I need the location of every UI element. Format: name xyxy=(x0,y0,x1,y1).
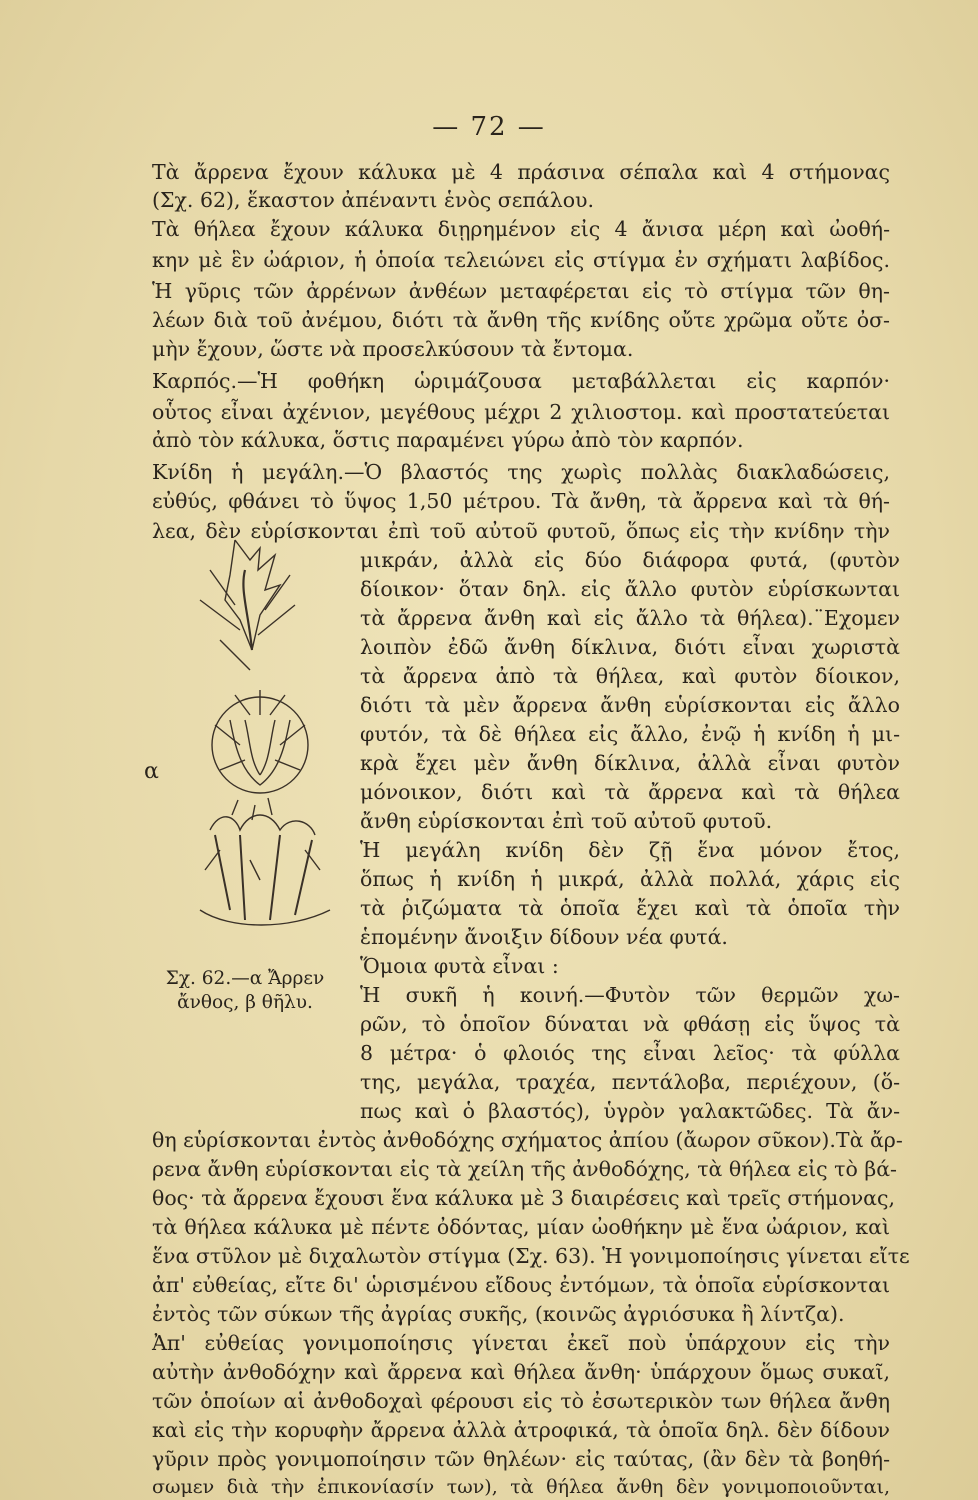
text-line: γῦριν πρὸς γονιμοποίησιν τῶν θηλέων· εἰς ταύτας, (ἂν δὲν τὰ βοηθή- xyxy=(152,1447,890,1471)
text-line: κρὰ ἔχει μὲν ἄνθη δίκλινα, ἀλλὰ εἶναι φυτὸν xyxy=(360,751,900,775)
text-line: της, μεγάλα, τραχέα, πεντάλοβα, περιέχουν, (ὅ- xyxy=(360,1070,900,1094)
text-line: μικράν, ἀλλὰ εἰς δύο διάφορα φυτά, (φυτὸν xyxy=(360,548,900,572)
text-line: μόνοικον, διότι καὶ τὰ ἄρρενα καὶ τὰ θήλεα xyxy=(360,780,900,804)
text-line: κην μὲ ἓν ὠάριον, ἡ ὁποία τελειώνει εἰς στίγμα ἐν σχήματι λαβίδος. xyxy=(152,248,890,272)
figure-label-alpha: α xyxy=(144,759,159,784)
text-line: τὰ θήλεα κάλυκα μὲ πέντε ὀδόντας, μίαν ὠοθήκην μὲ ἕνα ὠάριον, καὶ xyxy=(152,1215,890,1239)
text-line: Κνίδη ἡ μεγάλη.—Ὁ βλαστός της χωρὶς πολλὰς διακλαδώσεις, xyxy=(152,460,890,484)
text-line: Ἡ γῦρις τῶν ἀρρένων ἀνθέων μεταφέρεται εἰς τὸ στίγμα τῶν θη- xyxy=(152,279,890,303)
text-line: τὰ ἄρρενα ἄνθη καὶ εἰς ἄλλο τὰ θήλεα).¨Εχομεν xyxy=(360,606,900,630)
page-number: — 72 — xyxy=(432,112,546,142)
text-line: ἀπ' εὐθείας, εἴτε δι' ὡρισμένου εἴδους ἐντόμων, τὰ ὁποῖα εὑρίσκονται xyxy=(152,1273,890,1297)
text-line: ἐντὸς τῶν σύκων τῆς ἀγρίας συκῆς, (κοινῶς ἀγριόσυκα ἢ λίντζα). xyxy=(152,1302,845,1326)
text-line: θος· τὰ ἄρρενα ἔχουσι ἕνα κάλυκα μὲ 3 διαιρέσεις καὶ τρεῖς στήμονας, xyxy=(152,1186,895,1210)
text-line: μὴν ἔχουν, ὥστε νὰ προσελκύσουν τὰ ἔντομα. xyxy=(152,337,634,361)
text-line: τῶν ὁποίων αἱ ἀνθοδοχαὶ φέρουσι εἰς τὸ ἐσωτερικὸν των θήλεα ἄνθη xyxy=(152,1389,890,1413)
text-line: σωμεν διὰ τὴν ἐπικονίασίν των), τὰ θήλεα ἄνθη δὲν γονιμοποιοῦνται, xyxy=(152,1476,890,1498)
text-line: Τὰ ἄρρενα ἔχουν κάλυκα μὲ 4 πράσινα σέπαλα καὶ 4 στήμονας xyxy=(152,160,890,184)
text-line: (Σχ. 62), ἕκαστον ἀπέναντι ἑνὸς σεπάλου. xyxy=(152,188,595,212)
text-line: διότι τὰ μὲν ἄρρενα ἄνθη εὑρίσκονται εἰς ἄλλο xyxy=(360,693,900,717)
text-line: ρῶν, τὸ ὁποῖον δύναται νὰ φθάσῃ εἰς ὕψος τὰ xyxy=(360,1012,900,1036)
text-line: δίοικον· ὅταν δηλ. εἰς ἄλλο φυτὸν εὑρίσκωνται xyxy=(360,577,900,601)
text-line: πως καὶ ὁ βλαστός), ὑγρὸν γαλακτῶδες. Τὰ ἄν- xyxy=(360,1099,900,1123)
text-line: ἕνα στῦλον μὲ διχαλωτὸν στίγμα (Σχ. 63). Ἡ γονιμοποίησις γίνεται εἴτε xyxy=(152,1244,910,1268)
text-line: τὰ ῥιζώματα τὰ ὁποῖα ἔχει καὶ τὰ ὁποῖα τὴν xyxy=(360,896,900,920)
text-line: λοιπὸν ἐδῶ ἄνθη δίκλινα, διότι εἶναι χωριστὰ xyxy=(360,635,900,659)
text-line: Ἡ συκῆ ἡ κοινή.—Φυτὸν τῶν θερμῶν χω- xyxy=(360,983,900,1007)
text-line: θη εὑρίσκονται ἐντὸς ἀνθοδόχης σχήματος ἀπίου (ἄωρον σῦκον).Τὰ ἄρ- xyxy=(152,1128,903,1152)
text-line: αὐτὴν ἀνθοδόχην καὶ ἄρρενα καὶ θήλεα ἄνθη· ὑπάρχουν ὅμως συκαῖ, xyxy=(152,1360,890,1384)
text-line: Καρπός.—Ἡ φοθήκη ὡριμάζουσα μεταβάλλεται εἰς καρπόν· xyxy=(152,369,890,393)
text-line: ὅπως ἡ κνίδη ἡ μικρά, ἀλλὰ πολλά, χάρις εἰς xyxy=(360,867,900,891)
text-line: Ἡ μεγάλη κνίδη δὲν ζῇ ἕνα μόνον ἔτος, xyxy=(360,838,900,862)
text-line: φυτόν, τὰ δὲ θήλεα εἰς ἄλλο, ἐνῷ ἡ κνίδη ἡ μι- xyxy=(360,722,900,746)
text-line: ἀπὸ τὸν κάλυκα, ὅστις παραμένει γύρω ἀπὸ τὸν καρπόν. xyxy=(152,428,744,452)
text-line: τὰ ἄρρενα ἀπὸ τὰ θήλεα, καὶ φυτὸν δίοικον, xyxy=(360,664,900,688)
text-line: ἑπομένην ἄνοιξιν δίδουν νέα φυτά. xyxy=(360,925,728,949)
figure-caption-line: Σχ. 62.—α Ἄρρεν xyxy=(165,968,325,989)
text-line: λεα, δὲν εὑρίσκονται ἐπὶ τοῦ αὐτοῦ φυτοῦ, ὅπως εἰς τὴν κνίδην τὴν xyxy=(152,519,890,543)
text-line: Τὰ θήλεα ἔχουν κάλυκα διῃρημένον εἰς 4 ἄνισα μέρη καὶ ὠοθή- xyxy=(152,217,890,241)
nettle-flower-illustration xyxy=(140,530,350,960)
figure-caption-line: ἄνθος, β θῆλυ. xyxy=(177,992,313,1013)
text-line: λέων διὰ τοῦ ἀνέμου, διότι τὰ ἄνθη τῆς κνίδης οὔτε χρῶμα οὔτε ὀσ- xyxy=(152,308,890,332)
text-line: 8 μέτρα· ὁ φλοιός της εἶναι λεῖος· τὰ φύλλα xyxy=(360,1041,900,1065)
text-line: ρενα ἄνθη εὑρίσκονται εἰς τὰ χείλη τῆς ἀνθοδόχης, τὰ θήλεα εἰς τὸ βά- xyxy=(152,1157,897,1181)
text-line: καὶ εἰς τὴν κορυφὴν ἄρρενα ἀλλὰ ἀτροφικά, τὰ ὁποῖα δηλ. δὲν δίδουν xyxy=(152,1418,890,1442)
text-line: Ὅμοια φυτὰ εἶναι : xyxy=(360,954,559,978)
text-line: οὗτος εἶναι ἀχένιον, μεγέθους μέχρι 2 χιλιοστομ. καὶ προστατεύεται xyxy=(152,400,890,424)
text-line: Ἀπ' εὐθείας γονιμοποίησις γίνεται ἐκεῖ ποὺ ὑπάρχουν εἰς τὴν xyxy=(152,1331,890,1355)
text-line: ἄνθη εὑρίσκονται ἐπὶ τοῦ αὐτοῦ φυτοῦ. xyxy=(360,809,773,833)
text-line: εὐθύς, φθάνει τὸ ὕψος 1,50 μέτρου. Τὰ ἄνθη, τὰ ἄρρενα καὶ τὰ θή- xyxy=(152,489,890,513)
